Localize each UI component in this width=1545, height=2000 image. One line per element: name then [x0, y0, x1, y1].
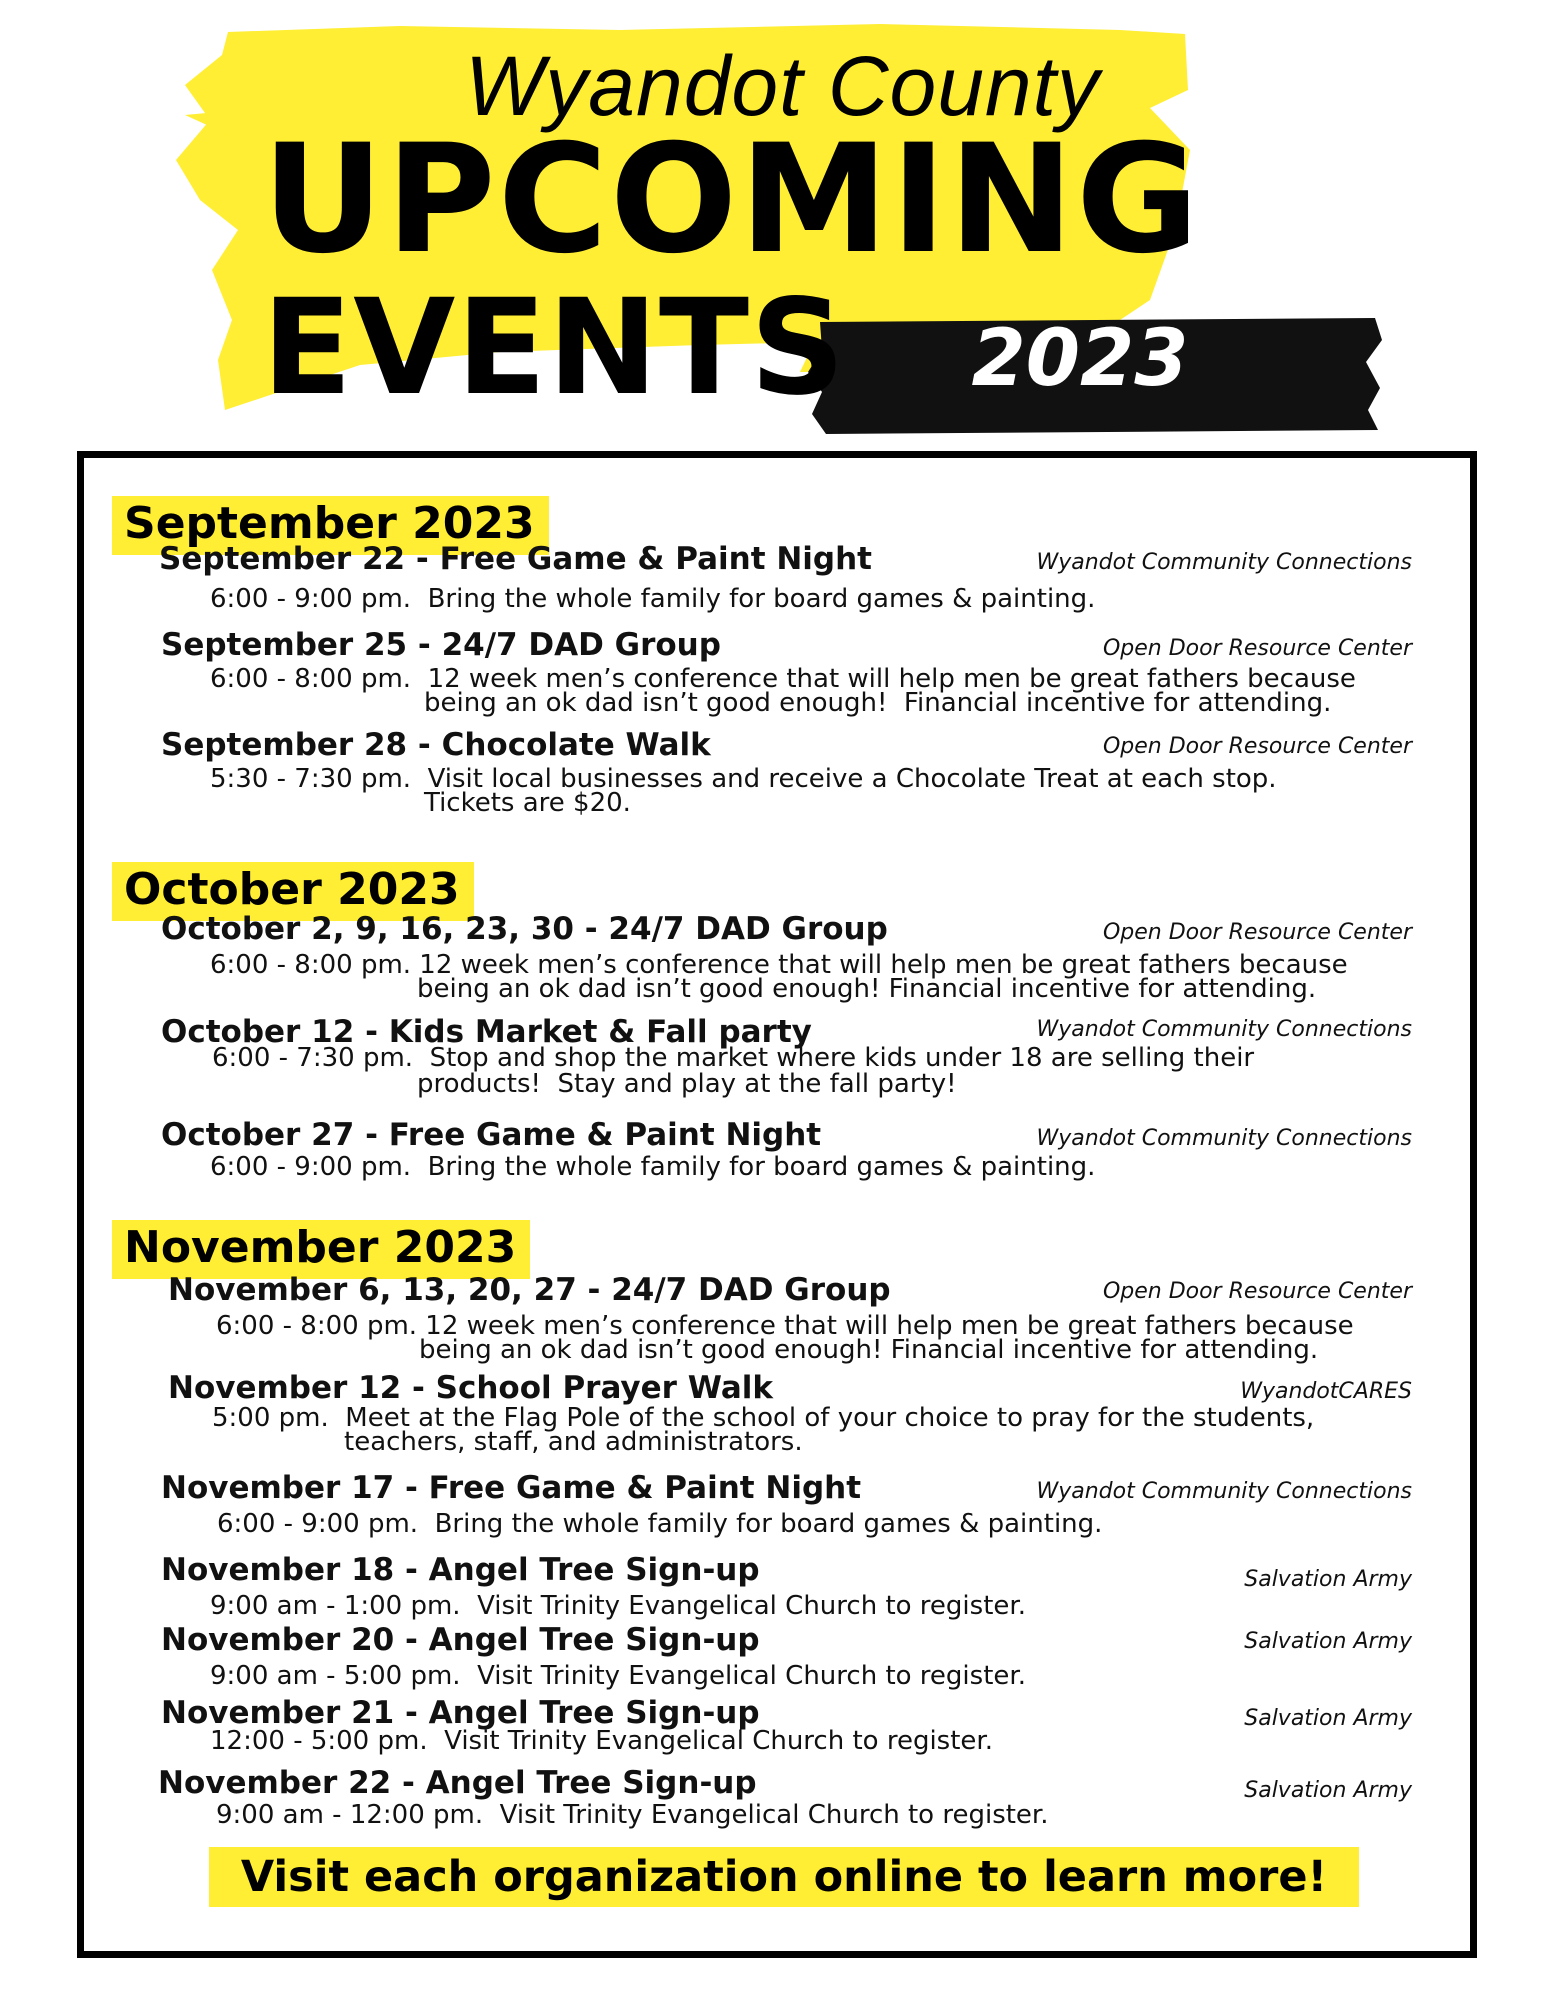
event-title: September 28 - Chocolate Walk	[161, 727, 711, 763]
event-organization: Salvation Army	[1244, 1706, 1412, 1731]
event-organization: Open Door Resource Center	[1102, 1279, 1412, 1304]
event-description: products! Stay and play at the fall party!	[417, 1069, 957, 1099]
event-description: 9:00 am - 1:00 pm. Visit Trinity Evangelical Church to register.	[210, 1591, 1026, 1621]
event-description: 9:00 am - 5:00 pm. Visit Trinity Evangelical Church to register.	[210, 1661, 1026, 1691]
event-organization: Wyandot Community Connections	[1036, 550, 1412, 575]
event-organization: Open Door Resource Center	[1102, 920, 1412, 945]
county-name: Wyandot County	[465, 39, 1100, 133]
year-label: 2023	[971, 314, 1189, 404]
header	[0, 0, 1545, 450]
event-title: September 22 - Free Game & Paint Night	[159, 541, 872, 577]
event-title: November 21 - Angel Tree Sign-up	[161, 1695, 760, 1731]
event-description: Tickets are $20.	[424, 788, 631, 818]
event-description: 6:00 - 7:30 pm. Stop and shop the market where kids under 18 are selling their	[212, 1043, 1255, 1073]
month-heading-november: November 2023	[112, 1220, 530, 1279]
event-organization: Open Door Resource Center	[1102, 734, 1412, 759]
event-description: 5:00 pm. Meet at the Flag Pole of the school of your choice to pray for the students,	[212, 1403, 1315, 1433]
event-organization: Wyandot Community Connections	[1036, 1126, 1412, 1151]
event-description: 12:00 - 5:00 pm. Visit Trinity Evangelical Church to register.	[210, 1726, 993, 1756]
event-description: 6:00 - 9:00 pm. Bring the whole family for board games & painting.	[210, 584, 1096, 614]
event-description: 9:00 am - 12:00 pm. Visit Trinity Evangelical Church to register.	[216, 1800, 1049, 1830]
event-description: 6:00 - 9:00 pm. Bring the whole family for board games & painting.	[210, 1152, 1096, 1182]
event-organization: Wyandot Community Connections	[1036, 1479, 1412, 1504]
event-description: 5:30 - 7:30 pm. Visit local businesses and receive a Chocolate Treat at each stop.	[210, 764, 1277, 794]
event-title: October 27 - Free Game & Paint Night	[161, 1117, 822, 1153]
footer-call-to-action: Visit each organization online to learn more!	[209, 1847, 1359, 1907]
event-title: November 18 - Angel Tree Sign-up	[161, 1552, 760, 1588]
event-organization: Salvation Army	[1244, 1629, 1412, 1654]
event-description: teachers, staff, and administrators.	[344, 1427, 803, 1457]
events-panel	[77, 451, 1477, 1958]
event-title: November 17 - Free Game & Paint Night	[161, 1470, 862, 1506]
event-title: October 2, 9, 16, 23, 30 - 24/7 DAD Group	[161, 911, 888, 947]
event-title: October 12 - Kids Market & Fall party	[161, 1014, 812, 1050]
event-organization: Salvation Army	[1244, 1778, 1412, 1803]
event-description: being an ok dad isn’t good enough! Financial incentive for attending.	[419, 1335, 1319, 1365]
event-organization: WyandotCARES	[1240, 1379, 1412, 1404]
month-heading-october: October 2023	[112, 862, 474, 921]
event-description: 6:00 - 9:00 pm. Bring the whole family for board games & painting.	[217, 1509, 1103, 1539]
event-title: November 20 - Angel Tree Sign-up	[161, 1622, 760, 1658]
event-organization: Salvation Army	[1244, 1567, 1412, 1592]
event-description: being an ok dad isn’t good enough! Financial incentive for attending.	[417, 974, 1317, 1004]
event-description: 6:00 - 8:00 pm. 12 week men’s conference that will help men be great fathers because	[210, 950, 1348, 980]
event-title: November 22 - Angel Tree Sign-up	[158, 1765, 757, 1801]
event-title: November 12 - School Prayer Walk	[168, 1370, 773, 1406]
month-heading-september: September 2023	[112, 496, 549, 555]
title-events: EVENTS	[262, 271, 847, 425]
event-title: November 6, 13, 20, 27 - 24/7 DAD Group	[168, 1272, 891, 1308]
event-description: 6:00 - 8:00 pm. 12 week men’s conference that will help men be great fathers because	[216, 1311, 1354, 1341]
event-organization: Wyandot Community Connections	[1036, 1017, 1412, 1042]
event-organization: Open Door Resource Center	[1102, 636, 1412, 661]
event-description: being an ok dad isn’t good enough! Financial incentive for attending.	[424, 688, 1332, 718]
title-upcoming: UPCOMING	[262, 113, 1202, 287]
event-title: September 25 - 24/7 DAD Group	[161, 627, 721, 663]
event-description: 6:00 - 8:00 pm. 12 week men’s conference that will help men be great fathers because	[210, 664, 1356, 694]
